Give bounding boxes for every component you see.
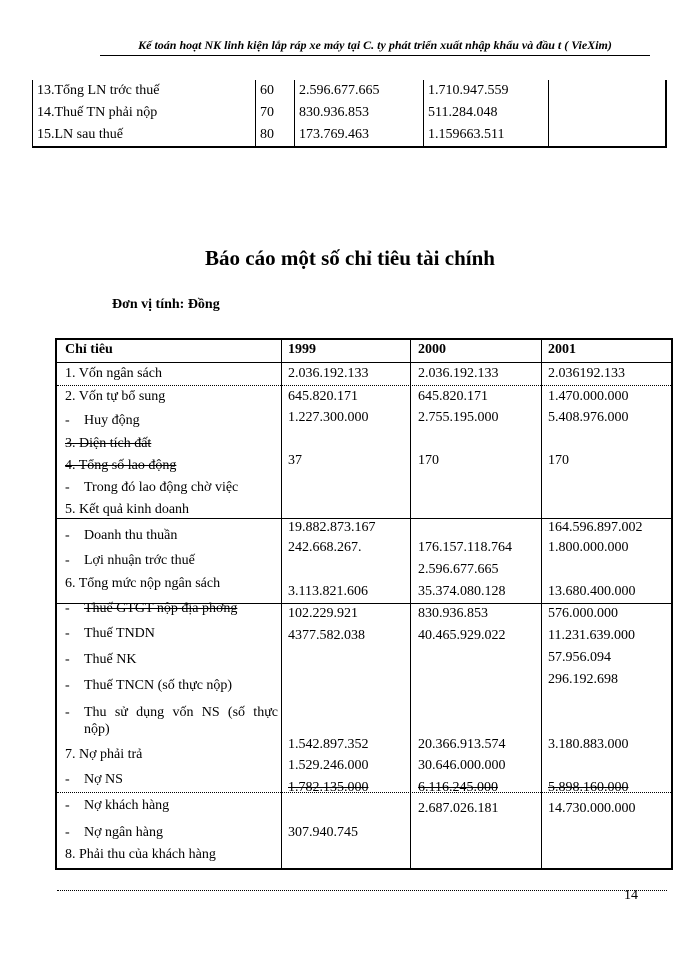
value-2000: 35.374.080.128 (418, 584, 506, 599)
row-label: Trong đó lao động chờ việc (84, 480, 239, 495)
row-label: 7. Nợ phải trả (65, 747, 143, 762)
value-2000: 176.157.118.764 (418, 540, 512, 555)
row-value: 830.936.853 (295, 102, 424, 124)
row-label: Thuế TNDN (84, 626, 155, 641)
row-label: 15.LN sau thuế (33, 124, 256, 147)
bullet: - (65, 705, 70, 720)
bullet: - (65, 480, 70, 495)
bullet: - (65, 825, 70, 840)
row-label: 1. Vốn ngân sách (65, 366, 162, 381)
value-2001: 57.956.094 (548, 650, 611, 665)
bullet: - (65, 626, 70, 641)
row-code: 70 (256, 102, 295, 124)
value-2000: 170 (418, 453, 439, 468)
value-2001: 13.680.400.000 (548, 584, 636, 599)
row-label: Huy động (84, 413, 140, 428)
value-2001: 170 (548, 453, 569, 468)
value-2001: 14.730.000.000 (548, 801, 636, 816)
column-divider (541, 340, 542, 868)
table-row (33, 124, 667, 147)
row-label: 6. Tổng mức nộp ngân sách (65, 576, 221, 591)
row-value: 173.769.463 (295, 124, 424, 147)
row-label: Thuế TNCN (số thực nộp) (84, 678, 233, 693)
row-label: Nợ NS (84, 772, 123, 787)
bullet: - (65, 413, 70, 428)
value-2001: 5.898.160.000 (548, 780, 629, 795)
value-1999: 1.529.246.000 (288, 758, 369, 773)
bullet: - (65, 601, 70, 616)
income-statement-table (32, 80, 667, 148)
bullet: - (65, 652, 70, 667)
header-indicator: Chỉ tiêu (65, 342, 113, 357)
header-2000: 2000 (418, 342, 446, 357)
row-label: Thuế GTGT nộp địa phơng (84, 601, 238, 616)
row-label: 4. Tổng số lao động (65, 458, 177, 473)
row-value: 511.284.048 (424, 102, 549, 124)
value-1999: 3.113.821.606 (288, 584, 368, 599)
row-label: 2. Vốn tự bổ sung (65, 389, 166, 404)
value-2000: 830.936.853 (418, 606, 488, 621)
value-2000: 2.036.192.133 (418, 366, 499, 381)
row-value: 1.159663.511 (424, 124, 549, 147)
value-1999: 1.782.135.000 (288, 780, 369, 795)
row-label: Lợi nhuận trớc thuế (84, 553, 195, 568)
value-1999: 242.668.267. (288, 540, 362, 555)
row-divider (57, 362, 671, 363)
value-2001: 296.192.698 (548, 672, 618, 687)
footer-rule (57, 890, 667, 891)
row-label: Thu sử dụng vốn NS (số thực nộp) (84, 705, 278, 737)
row-label: Thuế NK (84, 652, 137, 667)
value-2000: 2.596.677.665 (418, 562, 499, 577)
value-2000: 40.465.929.022 (418, 628, 506, 643)
value-2001: 3.180.883.000 (548, 737, 629, 752)
page-number: 14 (624, 888, 638, 903)
row-divider (57, 385, 671, 386)
value-2001: 1.800.000.000 (548, 540, 629, 555)
bullet: - (65, 678, 70, 693)
value-2001: 164.596.897.002 (548, 520, 643, 535)
column-divider (410, 340, 411, 868)
bullet: - (65, 798, 70, 813)
row-label: Nợ ngân hàng (84, 825, 163, 840)
row-value: 1.710.947.559 (424, 80, 549, 102)
bullet: - (65, 772, 70, 787)
header-2001: 2001 (548, 342, 576, 357)
value-2001: 5.408.976.000 (548, 410, 629, 425)
value-1999: 1.227.300.000 (288, 410, 369, 425)
value-2000: 645.820.171 (418, 389, 488, 404)
row-code: 60 (256, 80, 295, 102)
row-label: Nợ khách hàng (84, 798, 170, 813)
table-row (33, 102, 667, 124)
value-1999: 1.542.897.352 (288, 737, 369, 752)
value-2000: 20.366.913.574 (418, 737, 506, 752)
value-2000: 30.646.000.000 (418, 758, 506, 773)
bullet: - (65, 553, 70, 568)
row-code: 80 (256, 124, 295, 147)
value-2000: 2.755.195.000 (418, 410, 499, 425)
page-header: Kế toán hoạt NK linh kiện lắp ráp xe máy tại C. ty phát triển xuất nhập khẩu và đầu t ( VieXim) (100, 38, 650, 56)
financial-indicators-table (55, 338, 673, 870)
value-1999: 645.820.171 (288, 389, 358, 404)
value-1999: 4377.582.038 (288, 628, 365, 643)
value-2001: 11.231.639.000 (548, 628, 635, 643)
value-2001: 1.470.000.000 (548, 389, 629, 404)
row-label: Doanh thu thuần (84, 528, 178, 543)
value-2001: 2.036192.133 (548, 366, 625, 381)
value-2000: 6.116.245.000 (418, 780, 498, 795)
row-value: 2.596.677.665 (295, 80, 424, 102)
header-1999: 1999 (288, 342, 316, 357)
value-1999: 19.882.873.167 (288, 520, 376, 535)
value-2001: 576.000.000 (548, 606, 618, 621)
row-label: 13.Tổng LN trớc thuế (33, 80, 256, 102)
column-divider (281, 340, 282, 868)
unit-label: Đơn vị tính: Đồng (112, 297, 220, 312)
row-label: 8. Phải thu của khách hàng (65, 847, 216, 862)
value-1999: 37 (288, 453, 302, 468)
value-1999: 102.229.921 (288, 606, 358, 621)
row-label: 5. Kết quả kinh doanh (65, 502, 190, 517)
value-1999: 2.036.192.133 (288, 366, 369, 381)
value-2000: 2.687.026.181 (418, 801, 499, 816)
table-row (33, 80, 667, 102)
page-title: Báo cáo một số chỉ tiêu tài chính (205, 246, 495, 270)
bullet: - (65, 528, 70, 543)
row-label: 3. Diện tích đất (65, 436, 152, 451)
value-1999: 307.940.745 (288, 825, 358, 840)
row-label: 14.Thuế TN phải nộp (33, 102, 256, 124)
